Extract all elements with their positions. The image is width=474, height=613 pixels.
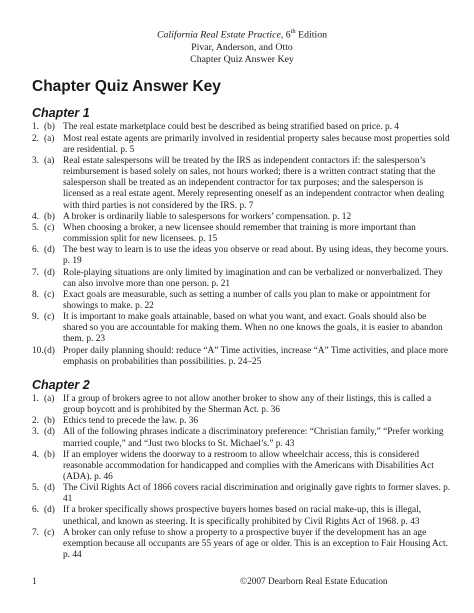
answer-item: [32, 416, 452, 427]
answer-text: Proper daily planning should: reduce “A” Time activities, increase “A” Time activities, and place more emphasis on probabilities than possibilities. p. 24–25: [63, 345, 449, 367]
answer-item: [32, 223, 452, 245]
answer-item: [32, 134, 452, 156]
answer-letter: (d): [44, 505, 55, 516]
item-number: 9.: [32, 312, 40, 323]
answer-letter: (d): [44, 267, 55, 278]
page-header: [32, 0, 452, 66]
item-number: 7.: [32, 267, 40, 278]
answer-item: [32, 122, 452, 133]
answer-letter: (c): [44, 527, 55, 538]
edition-word: Edition: [298, 29, 327, 41]
answer-text: The Civil Rights Act of 1866 covers racial discrimination and originally gave rights to former slaves. p. 41: [63, 483, 451, 505]
answer-item: [32, 505, 452, 527]
item-number: 6.: [32, 245, 40, 256]
edition-number: 6: [285, 29, 291, 41]
answer-letter: (b): [44, 416, 55, 427]
answer-letter: (d): [44, 427, 55, 438]
chapter-2-heading: Chapter 2: [32, 377, 90, 392]
answer-item: [32, 268, 452, 290]
answer-text: Exact goals are measurable, such as setting a number of calls you plan to make or appointment for showings to make. p. 22: [63, 289, 431, 311]
answer-letter: (c): [44, 222, 55, 233]
item-number: 1.: [32, 122, 40, 133]
page-title: Chapter Quiz Answer Key: [32, 78, 221, 96]
answer-item: [32, 427, 452, 449]
answer-text: Real estate salespersons will be treated by the IRS as independent contactors if: the salesperson’s reimbursement is based solely on sales, not hours worked; there is a written contract stating that the salesperson shall be treated as an independent contractor for tax purposes; and the salesperson is licensed as a real estate agent. Merely representing oneself as an independent contractor when dealing with third parties is not considered by the IRS. p. 7: [63, 155, 445, 211]
answer-letter: (c): [44, 312, 55, 323]
item-number: 3.: [32, 427, 40, 438]
answer-text: A broker can only refuse to show a property to a prospective buyer if the development has an age exemption because all occupants are 55 years of age or older. This is an exception to Fair Housing Act. p. 44: [63, 527, 448, 561]
page-number: 1: [32, 577, 37, 587]
answer-text: The best way to learn is to use the ideas you observe or read about. By using ideas, they become yours. p. 19: [63, 245, 449, 267]
item-number: 4.: [32, 211, 40, 222]
answer-letter: (a): [44, 393, 55, 404]
answer-letter: (c): [44, 289, 55, 300]
book-title-line: California Real Estate Practice, 6th Edition: [157, 28, 327, 41]
item-number: 10.: [32, 345, 44, 356]
answer-letter: (d): [44, 245, 55, 256]
answer-item: [32, 483, 452, 505]
item-number: 2.: [32, 133, 40, 144]
authors-line: Pivar, Anderson, and Otto: [191, 41, 293, 53]
item-number: 8.: [32, 289, 40, 300]
answer-text: If an employer widens the doorway to a restroom to allow wheelchair access, this is considered reasonable accommodation for handicapped and complies with the Americans with Disabilities Act (ADA). p. 46: [63, 449, 434, 483]
answer-item: [32, 312, 452, 345]
edition-suffix: th: [290, 28, 296, 35]
answer-text: All of the following phrases indicate a discriminatory preference: “Christian family,” “Prefer working married couple,” and “Just two blocks to St. Michael’s.” p. 43: [63, 427, 444, 449]
copyright-notice: ©2007 Dearborn Real Estate Education: [240, 577, 388, 587]
answer-letter: (b): [44, 449, 55, 460]
answer-text: Most real estate agents are primarily involved in residential property sales because most properties sold are residential. p. 5: [63, 133, 450, 155]
item-number: 2.: [32, 416, 40, 427]
item-number: 3.: [32, 155, 40, 166]
answer-text: A broker is ordinarily liable to salespersons for workers’ compensation. p. 12: [63, 211, 352, 222]
answer-item: [32, 394, 452, 416]
chapter-1-answer-list: [32, 122, 452, 367]
chapter-1-heading: Chapter 1: [32, 106, 90, 121]
answer-text: When choosing a broker, a new licensee should remember that training is more important than commission split for new licensees. p. 15: [63, 222, 416, 245]
answer-letter: (b): [44, 211, 55, 222]
answer-item: [32, 528, 452, 561]
answer-item: [32, 156, 452, 212]
book-title: California Real Estate Practice: [157, 29, 281, 41]
answer-text: If a broker specifically shows prospective buyers homes based on racial make-up, this is illegal, unethical, and known as steering. It is specifically prohibited by Civil Rights Act of 1968. p. 43: [63, 505, 422, 527]
item-number: 1.: [32, 393, 40, 404]
answer-letter: (a): [44, 133, 55, 144]
answer-item: [32, 245, 452, 267]
item-number: 5.: [32, 222, 40, 233]
answer-text: It is important to make goals attainable, based on what you want, and exact. Goals should also be shared so you are accountable for making them. When no one knows the goals, it is easier to abandon them. p. 23: [63, 312, 443, 345]
item-number: 6.: [32, 505, 40, 516]
answer-text: If a group of brokers agree to not allow another broker to show any of their listings, this is called a group boycott and is prohibited by the Sherman Act. p. 36: [63, 393, 432, 416]
answer-item: [32, 346, 452, 368]
answer-letter: (d): [44, 345, 55, 356]
item-number: 4.: [32, 449, 40, 460]
answer-letter: (b): [44, 122, 55, 133]
item-number: 7.: [32, 527, 40, 538]
answer-text: The real estate marketplace could best be described as being stratified based on price. p. 4: [63, 122, 399, 133]
answer-letter: (a): [44, 155, 55, 166]
answer-text: Role-playing situations are only limited by imagination and can be verbalized or nonverbalized. They can also involve more than one person. p. 21: [63, 267, 443, 289]
header-subtitle: Chapter Quiz Answer Key: [190, 54, 294, 66]
chapter-2-answer-list: [32, 394, 452, 561]
answer-letter: (d): [44, 483, 55, 494]
answer-item: [32, 212, 452, 223]
answer-text: Ethics tend to precede the law. p. 36: [63, 416, 199, 427]
item-number: 5.: [32, 483, 40, 494]
answer-item: [32, 450, 452, 483]
answer-item: [32, 290, 452, 312]
